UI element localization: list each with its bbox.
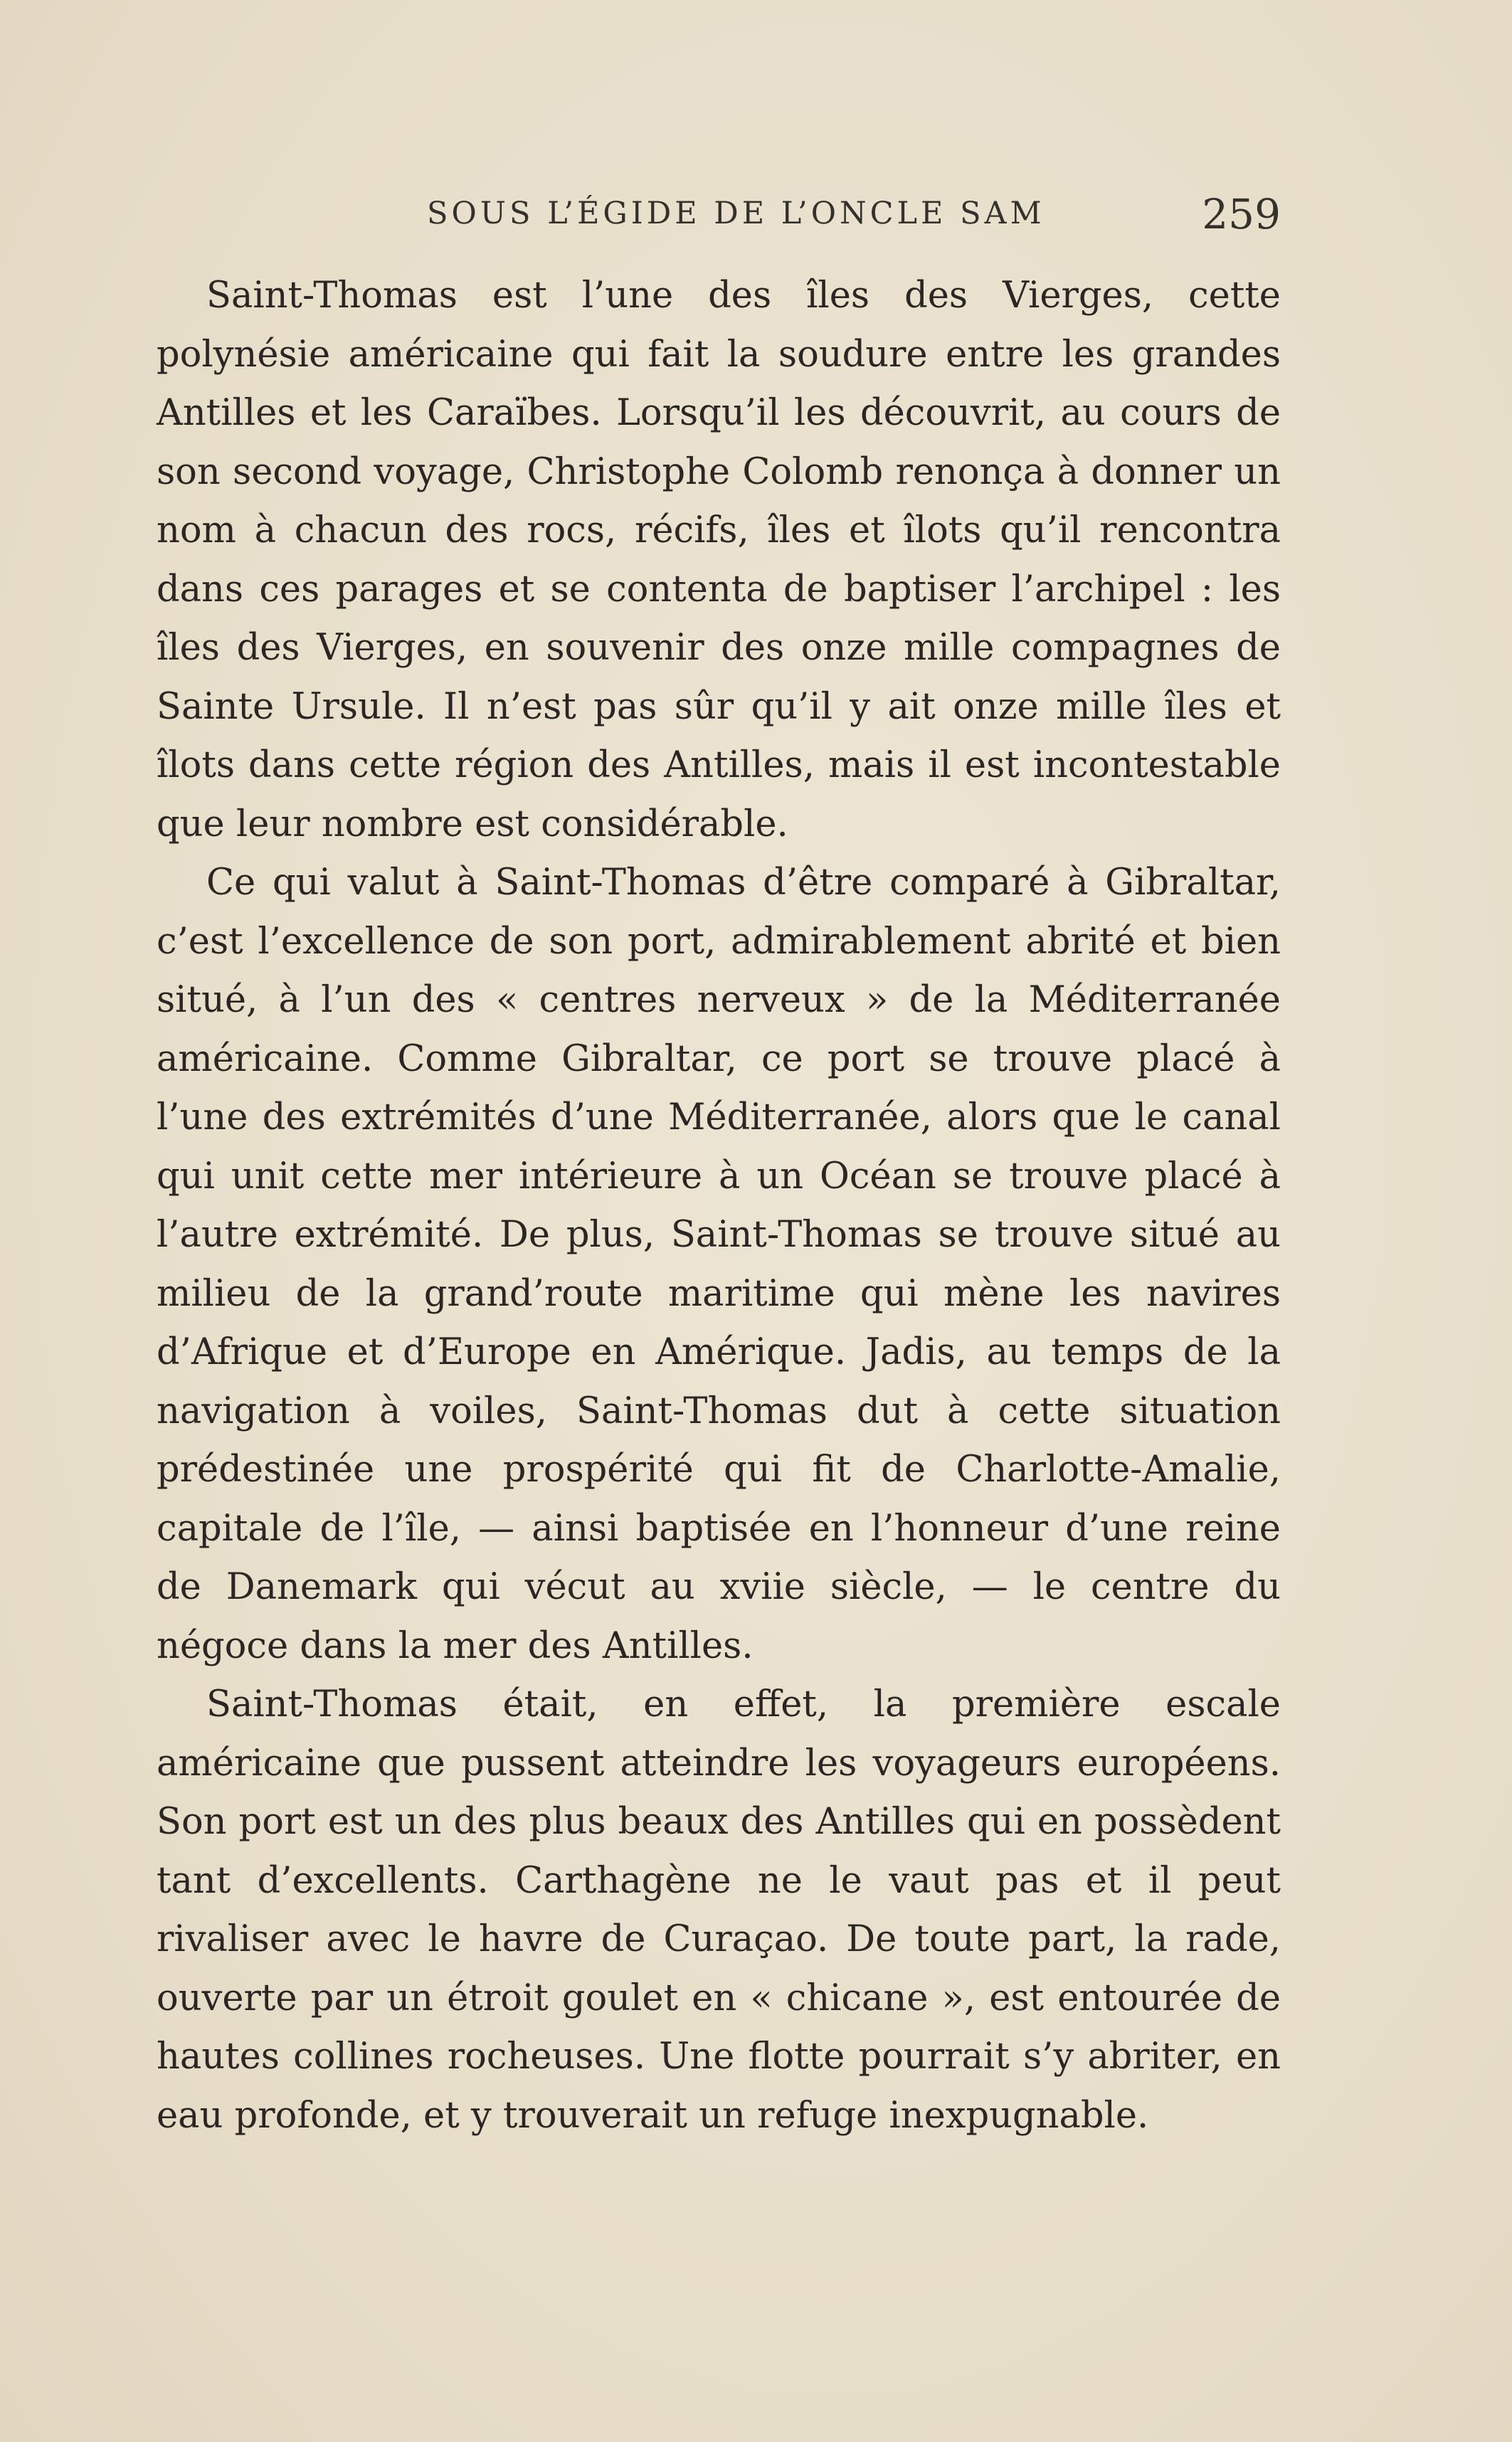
running-head <box>427 190 1281 245</box>
running-title: SOUS L’ÉGIDE DE L’ONCLE SAM <box>427 196 1045 231</box>
paragraph-harbor-description: Saint-Thomas était, en effet, la première escale américaine que pussent atteindre les voyageurs européens. Son port est un des plus beaux des Antilles qui en possèdent tant d’excellents. Carthagène ne le vaut pas et il peut rivaliser avec le havre de Curaçao. De toute part, la rade, ouverte par un étroit goulet en « chicane », est entourée de hautes collines rocheuses. Une flotte pourrait s’y abriter, en eau profonde, et y trouverait un refuge inexpugnable. <box>157 1684 1281 2137</box>
body-text <box>157 267 1281 2145</box>
paragraph-saint-thomas-islands: Saint-Thomas est l’une des îles des Vierges, cette polynésie américaine qui fait la soudure entre les grandes Antilles et les Caraïbes. Lorsqu’il les découvrit, au cours de son second voyage, Christophe Colomb renonça à donner un nom à chacun des rocs, récifs, îles et îlots qu’il rencontra dans ces parages et se contenta de baptiser l’archipel : les îles des Vierges, en souvenir des onze mille compagnes de Sainte Ursule. Il n’est pas sûr qu’il y ait onze mille îles et îlots dans cette région des Antilles, mais il est incontestable que leur nombre est considérable. <box>157 275 1281 845</box>
paragraph-gibraltar-comparison: Ce qui valut à Saint-Thomas d’être comparé à Gibraltar, c’est l’excellence de son port, admirablement abrité et bien situé, à l’un des « centres nerveux » de la Méditerranée américaine. Comme Gibraltar, ce port se trouve placé à l’une des extrémités d’une Méditerranée, alors que le canal qui unit cette mer intérieure à un Océan se trouve placé à l’autre extrémité. De plus, Saint-Thomas se trouve situé au milieu de la grand’route maritime qui mène les navires d’Afrique et d’Europe en Amérique. Jadis, au temps de la navigation à voiles, Saint-Thomas dut à cette situation prédestinée une prospérité qui fit de Charlotte-Amalie, capitale de l’île, — ainsi baptisée en l’honneur d’une reine de Danemark qui vécut au xviie siècle, — le centre du négoce dans la mer des Antilles. <box>157 862 1281 1667</box>
page-number: 259 <box>1202 190 1281 238</box>
